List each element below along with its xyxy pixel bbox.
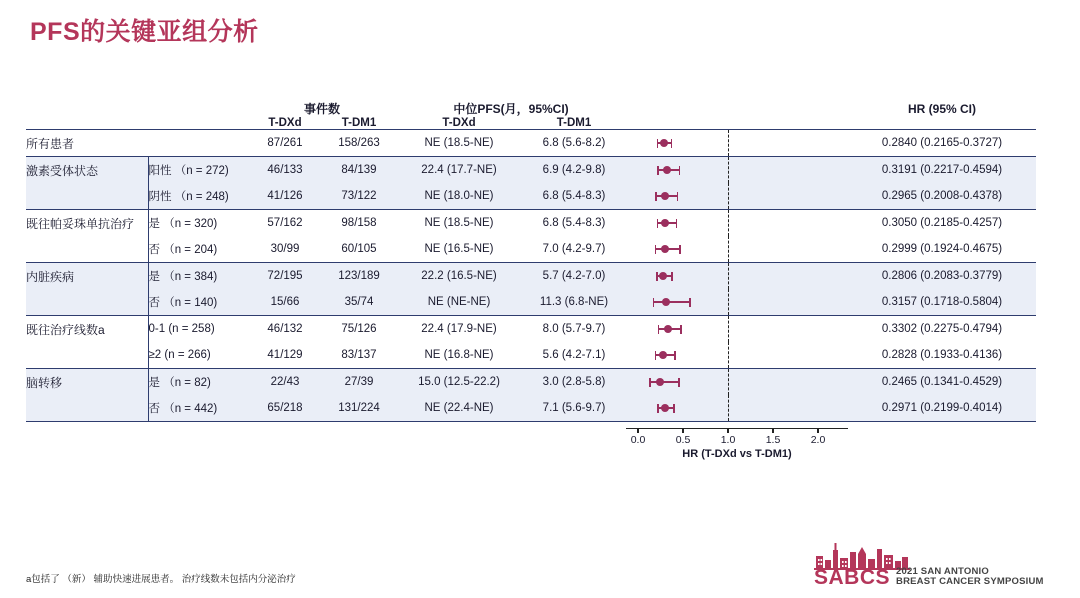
subgroup-label	[26, 236, 148, 263]
header-events: 事件数	[303, 102, 340, 116]
axis-tick	[772, 428, 773, 433]
pfs-tdxd-cell: 22.2 (16.5-NE)	[396, 263, 522, 290]
forest-marker-cell	[626, 210, 848, 237]
forest-marker-cell	[626, 342, 848, 369]
events-tdm1-cell: 83/137	[322, 342, 396, 369]
events-tdxd-cell: 72/195	[248, 263, 322, 290]
table-row	[26, 395, 1036, 422]
pfs-tdxd-cell: 22.4 (17.7-NE)	[396, 157, 522, 184]
ci-upper-cap	[676, 219, 678, 228]
hr-value-cell: 0.2999 (0.1924-0.4675)	[848, 236, 1036, 263]
pfs-tdm1-cell: 6.9 (4.2-9.8)	[522, 157, 626, 184]
hr-value-cell: 0.2828 (0.1933-0.4136)	[848, 342, 1036, 369]
events-tdxd-cell: 57/162	[248, 210, 322, 237]
pfs-tdm1-cell: 8.0 (5.7-9.7)	[522, 316, 626, 343]
pfs-tdxd-cell: NE (16.5-NE)	[396, 236, 522, 263]
axis-tick	[682, 428, 683, 433]
ci-upper-cap	[671, 272, 673, 281]
ci-upper-cap	[671, 139, 673, 148]
pfs-tdxd-cell: NE (NE-NE)	[396, 289, 522, 316]
subgroup-level: 否 （n = 442)	[148, 395, 248, 422]
table-row	[26, 210, 1036, 237]
reference-line	[728, 210, 729, 236]
ci-lower-cap	[657, 404, 659, 413]
axis-tick-label: 1.5	[765, 434, 781, 446]
hr-value-cell: 0.3191 (0.2217-0.4594)	[848, 157, 1036, 184]
hr-point-estimate	[664, 325, 672, 333]
pfs-tdm1-cell: 7.1 (5.6-9.7)	[522, 395, 626, 422]
ci-lower-cap	[655, 245, 657, 254]
axis-line	[626, 428, 848, 429]
table-row	[26, 183, 1036, 210]
hr-point-estimate	[656, 378, 664, 386]
reference-line	[728, 236, 729, 262]
ci-lower-cap	[649, 378, 651, 387]
hr-value-cell: 0.2840 (0.2165-0.3727)	[848, 130, 1036, 157]
events-tdxd-cell: 46/132	[248, 316, 322, 343]
header-pfs-tdm1: T-DM1	[522, 117, 626, 130]
sabcs-logo	[814, 538, 1066, 588]
forest-marker-cell	[626, 236, 848, 263]
axis-tick	[817, 428, 818, 433]
ci-lower-cap	[653, 298, 655, 307]
pfs-tdxd-cell: NE (18.5-NE)	[396, 130, 522, 157]
axis-tick-label: 1.0	[720, 434, 736, 446]
pfs-tdm1-cell: 5.6 (4.2-7.1)	[522, 342, 626, 369]
ci-lower-cap	[657, 166, 659, 175]
forest-marker-cell	[626, 316, 848, 343]
forest-marker-cell	[626, 369, 848, 396]
ci-upper-cap	[689, 298, 691, 307]
subgroup-level: 0-1 (n = 258)	[148, 316, 248, 343]
subgroup-level: 是 （n = 320)	[148, 210, 248, 237]
axis-title: HR (T-DXd vs T-DM1)	[682, 448, 792, 460]
ci-upper-cap	[674, 351, 676, 360]
subgroup-label: 既往帕妥珠单抗治疗	[26, 210, 148, 237]
subgroup-label: 激素受体状态	[26, 157, 148, 184]
table-row	[26, 289, 1036, 316]
table-row	[26, 342, 1036, 369]
forest-table	[26, 100, 1036, 422]
pfs-tdxd-cell: NE (18.5-NE)	[396, 210, 522, 237]
table-row	[26, 316, 1036, 343]
ci-upper-cap	[680, 325, 682, 334]
events-tdm1-cell: 73/122	[322, 183, 396, 210]
ci-upper-cap	[679, 166, 681, 175]
forest-marker-cell	[626, 157, 848, 184]
hr-point-estimate	[661, 192, 669, 200]
ci-upper-cap	[678, 378, 680, 387]
logo-subtitle-line2: BREAST CANCER SYMPOSIUM	[896, 576, 1044, 588]
subgroup-level: ≥2 (n = 266)	[148, 342, 248, 369]
axis-tick-label: 2.0	[810, 434, 826, 446]
pfs-tdm1-cell: 6.8 (5.6-8.2)	[522, 130, 626, 157]
pfs-tdm1-cell: 7.0 (4.2-9.7)	[522, 236, 626, 263]
pfs-tdm1-cell: 5.7 (4.2-7.0)	[522, 263, 626, 290]
table-row	[26, 236, 1036, 263]
header-events-tdxd: T-DXd	[248, 117, 322, 130]
events-tdm1-cell: 98/158	[322, 210, 396, 237]
ci-lower-cap	[655, 192, 657, 201]
logo-subtitle	[896, 567, 1044, 588]
hr-point-estimate	[660, 139, 668, 147]
hr-point-estimate	[661, 404, 669, 412]
table-row	[26, 157, 1036, 184]
subgroup-label	[26, 183, 148, 210]
hr-point-estimate	[659, 272, 667, 280]
subgroup-label: 既往治疗线数a	[26, 316, 148, 343]
ci-lower-cap	[658, 325, 660, 334]
forest-table-body	[26, 130, 1036, 422]
hr-value-cell: 0.2965 (0.2008-0.4378)	[848, 183, 1036, 210]
reference-line	[728, 130, 729, 156]
hr-point-estimate	[662, 298, 670, 306]
header-median-pfs: 中位PFS(月，95%CI)	[453, 102, 569, 116]
table-row	[26, 369, 1036, 396]
forest-marker-cell	[626, 395, 848, 422]
pfs-tdxd-cell: 15.0 (12.5-22.2)	[396, 369, 522, 396]
subgroup-label: 内脏疾病	[26, 263, 148, 290]
footnote: a包括了 （新） 辅助快速进展患者。 治疗线数未包括内分泌治疗	[26, 574, 296, 585]
table-row	[26, 263, 1036, 290]
reference-line	[728, 263, 729, 289]
pfs-tdxd-cell: 22.4 (17.9-NE)	[396, 316, 522, 343]
events-tdm1-cell: 60/105	[322, 236, 396, 263]
events-tdm1-cell: 123/189	[322, 263, 396, 290]
events-tdm1-cell: 84/139	[322, 157, 396, 184]
reference-line	[728, 316, 729, 342]
header-blank-level	[148, 100, 248, 117]
forest-marker-cell	[626, 289, 848, 316]
events-tdxd-cell: 87/261	[248, 130, 322, 157]
header-pfs-tdxd: T-DXd	[396, 117, 522, 130]
reference-line	[728, 289, 729, 315]
header-group-row	[26, 100, 1036, 117]
confidence-interval-bar	[653, 301, 690, 303]
pfs-tdm1-cell: 11.3 (6.8-NE)	[522, 289, 626, 316]
events-tdm1-cell: 158/263	[322, 130, 396, 157]
reference-line	[728, 342, 729, 368]
hr-point-estimate	[659, 351, 667, 359]
table-row	[26, 130, 1036, 157]
ci-upper-cap	[679, 245, 681, 254]
subgroup-label: 所有患者	[26, 130, 248, 157]
hr-point-estimate	[661, 219, 669, 227]
forest-plot	[26, 100, 1036, 460]
events-tdxd-cell: 46/133	[248, 157, 322, 184]
hr-value-cell: 0.2806 (0.2083-0.3779)	[848, 263, 1036, 290]
hr-point-estimate	[663, 166, 671, 174]
reference-line	[728, 369, 729, 395]
hr-value-cell: 0.3302 (0.2275-0.4794)	[848, 316, 1036, 343]
hr-value-cell: 0.2971 (0.2199-0.4014)	[848, 395, 1036, 422]
events-tdxd-cell: 22/43	[248, 369, 322, 396]
subgroup-level: 阴性 （n = 248)	[148, 183, 248, 210]
ci-lower-cap	[656, 272, 658, 281]
subgroup-label	[26, 289, 148, 316]
header-blank-group	[26, 100, 148, 117]
forest-marker-cell	[626, 263, 848, 290]
header-events-tdm1: T-DM1	[322, 117, 396, 130]
x-axis	[626, 422, 848, 462]
axis-tick-label: 0.0	[630, 434, 646, 446]
ci-lower-cap	[655, 351, 657, 360]
hr-value-cell: 0.3157 (0.1718-0.5804)	[848, 289, 1036, 316]
events-tdxd-cell: 15/66	[248, 289, 322, 316]
subgroup-label	[26, 342, 148, 369]
hr-value-cell: 0.2465 (0.1341-0.4529)	[848, 369, 1036, 396]
ci-lower-cap	[657, 219, 659, 228]
subgroup-level: 否 （n = 204)	[148, 236, 248, 263]
ci-lower-cap	[657, 139, 659, 148]
events-tdxd-cell: 41/129	[248, 342, 322, 369]
events-tdm1-cell: 131/224	[322, 395, 396, 422]
events-tdm1-cell: 27/39	[322, 369, 396, 396]
forest-marker-cell	[626, 183, 848, 210]
pfs-tdxd-cell: NE (16.8-NE)	[396, 342, 522, 369]
hr-value-cell: 0.3050 (0.2185-0.4257)	[848, 210, 1036, 237]
subgroup-level: 是 （n = 82)	[148, 369, 248, 396]
events-tdm1-cell: 75/126	[322, 316, 396, 343]
pfs-tdm1-cell: 6.8 (5.4-8.3)	[522, 210, 626, 237]
events-tdxd-cell: 41/126	[248, 183, 322, 210]
hr-point-estimate	[661, 245, 669, 253]
subgroup-level: 否 （n = 140)	[148, 289, 248, 316]
subgroup-label: 脑转移	[26, 369, 148, 396]
axis-tick	[727, 428, 728, 433]
events-tdxd-cell: 65/218	[248, 395, 322, 422]
header-hr: HR (95% CI)	[907, 101, 976, 116]
pfs-tdm1-cell: 6.8 (5.4-8.3)	[522, 183, 626, 210]
ci-upper-cap	[673, 404, 675, 413]
slide-title: PFS的关键亚组分析	[30, 18, 259, 46]
events-tdxd-cell: 30/99	[248, 236, 322, 263]
subgroup-label	[26, 395, 148, 422]
forest-marker-cell	[626, 130, 848, 157]
header-arm-row	[26, 117, 1036, 130]
logo-subtitle-line1: 2021 SAN ANTONIO	[896, 565, 989, 577]
pfs-tdxd-cell: NE (18.0-NE)	[396, 183, 522, 210]
reference-line	[728, 157, 729, 183]
pfs-tdxd-cell: NE (22.4-NE)	[396, 395, 522, 422]
subgroup-level: 阳性 （n = 272)	[148, 157, 248, 184]
axis-tick-label: 0.5	[675, 434, 691, 446]
logo-text	[814, 567, 1044, 588]
pfs-tdm1-cell: 3.0 (2.8-5.8)	[522, 369, 626, 396]
subgroup-level: 是 （n = 384)	[148, 263, 248, 290]
confidence-interval-bar	[650, 381, 679, 383]
reference-line	[728, 395, 729, 421]
reference-line	[728, 183, 729, 209]
header-blank-forest	[626, 100, 848, 117]
events-tdm1-cell: 35/74	[322, 289, 396, 316]
logo-wordmark: SABCS	[814, 566, 891, 589]
ci-upper-cap	[677, 192, 679, 201]
axis-tick	[637, 428, 638, 433]
